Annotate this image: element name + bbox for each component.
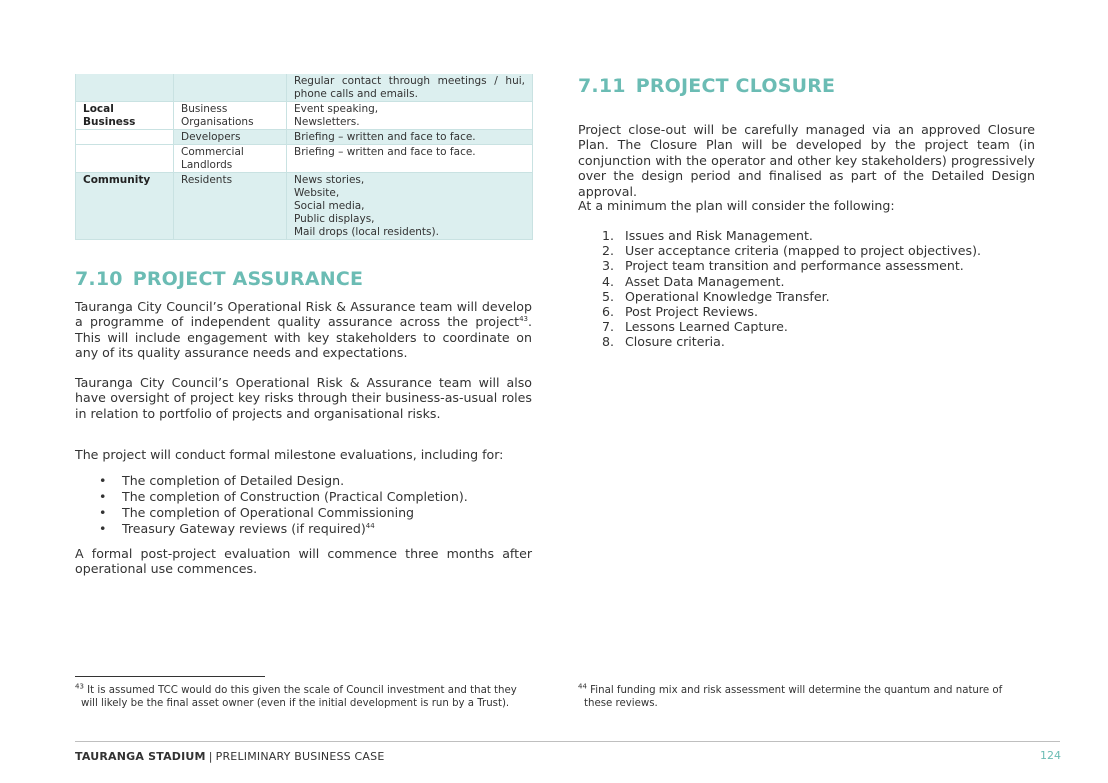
table-cell-group: [76, 130, 174, 145]
footnote-text: Final funding mix and risk assessment will determine the quantum and nature of: [590, 685, 1003, 696]
table-cell-method: News stories, Website, Social media, Public displays, Mail drops (local residents).: [287, 173, 533, 240]
list-item: • The completion of Construction (Practical Completion).: [75, 489, 532, 505]
list-item: [578, 304, 1035, 319]
footer-divider: [75, 741, 1060, 742]
list-item: [578, 228, 1035, 243]
list-item-text: Operational Knowledge Transfer.: [625, 288, 830, 304]
list-item: [578, 319, 1035, 334]
assurance-paragraph-1: [75, 299, 532, 361]
table-cell-type: Business Organisations: [174, 102, 287, 130]
table-row: [76, 173, 533, 240]
paragraph-text: . This will include engagement with key stakeholders to coordinate on any of its quality assurance needs and expectations.: [75, 314, 532, 361]
list-item: [578, 289, 1035, 304]
assurance-paragraph-4: A formal post-project evaluation will commence three months after operational use commences.: [75, 546, 532, 577]
footnote-44: [578, 684, 1048, 710]
section-title: PROJECT ASSURANCE: [132, 268, 364, 290]
footnote-line: [75, 684, 545, 697]
footnote-line: these reviews.: [584, 698, 658, 709]
footnote-line: [578, 684, 1048, 697]
footnote-text: It is assumed TCC would do this given the scale of Council investment and that they: [87, 685, 517, 696]
closure-paragraph-2: At a minimum the plan will consider the following:: [578, 198, 895, 213]
table-cell-group: [76, 145, 174, 173]
footnote-mark: 44: [578, 682, 587, 691]
section-heading-project-assurance: [75, 268, 532, 290]
list-item-text: Treasury Gateway reviews (if required): [122, 521, 366, 536]
milestone-list: [75, 473, 532, 537]
list-item: • The completion of Detailed Design.: [75, 473, 532, 489]
list-item: [75, 521, 532, 537]
list-item-number: 5.: [602, 288, 615, 304]
list-item-number: 3.: [602, 258, 615, 274]
document-subtitle: PRELIMINARY BUSINESS CASE: [215, 750, 385, 763]
list-item: [578, 274, 1035, 289]
footnote-43: [75, 684, 545, 710]
list-item-number: 4.: [602, 273, 615, 289]
table-row: [76, 74, 533, 102]
assurance-paragraph-3: The project will conduct formal milestone evaluations, including for:: [75, 447, 504, 462]
table-row: [76, 102, 533, 130]
footnote-ref-44[interactable]: 44: [365, 521, 375, 530]
list-item: [578, 243, 1035, 258]
list-item-text: Issues and Risk Management.: [625, 228, 813, 243]
table-cell-type: Residents: [174, 173, 287, 240]
list-item-text: Asset Data Management.: [625, 273, 785, 289]
list-item-text: Lessons Learned Capture.: [625, 319, 788, 335]
footnote-divider: [75, 676, 265, 677]
list-item: • The completion of Operational Commissioning: [75, 505, 532, 521]
stakeholder-table: [75, 74, 533, 240]
table-cell-method: Briefing – written and face to face.: [287, 130, 533, 145]
list-item: [578, 258, 1035, 273]
footnote-mark: 43: [75, 682, 84, 691]
table-cell-type: [174, 74, 287, 102]
list-item-number: 7.: [602, 319, 615, 335]
footnote-line: will likely be the final asset owner (even if the initial development is run by a Trust).: [81, 698, 510, 709]
list-item-text: User acceptance criteria (mapped to project objectives).: [625, 243, 981, 259]
table-cell-group: [76, 74, 174, 102]
section-number: 7.11: [578, 75, 626, 97]
list-item-text: Closure criteria.: [625, 334, 725, 350]
table-cell-group: Local Business: [76, 102, 174, 130]
footnote-ref-43[interactable]: 43: [519, 315, 528, 324]
table-cell-type: Commercial Landlords: [174, 145, 287, 173]
section-title: PROJECT CLOSURE: [635, 75, 836, 97]
list-item-number: 6.: [602, 304, 615, 320]
assurance-paragraph-2: Tauranga City Council’s Operational Risk & Assurance team will also have oversight of project key risks through their business-as-usual roles in relation to portfolio of projects and organisational risks.: [75, 375, 532, 421]
footer-separator: |: [208, 750, 213, 763]
document-title: TAURANGA STADIUM: [75, 750, 206, 763]
list-item-number: 2.: [602, 243, 615, 259]
closure-paragraph-1: Project close-out will be carefully managed via an approved Closure Plan. The Closure Plan will be developed by the project team (in conjunction with the operator and other key stakeholders) progressively over the design period and finalised as part of the Detailed Design approval.: [578, 122, 1035, 199]
paragraph-text: Tauranga City Council’s Operational Risk & Assurance team will develop a programme of independent quality assurance across the project: [75, 299, 532, 330]
table-cell-method: Regular contact through meetings / hui, phone calls and emails.: [287, 74, 533, 102]
section-heading-project-closure: [578, 75, 1035, 97]
list-item-number: 8.: [602, 334, 615, 350]
table-cell-type: Developers: [174, 130, 287, 145]
table-row: [76, 130, 533, 145]
table-cell-group: Community: [76, 173, 174, 240]
list-item-text: Post Project Reviews.: [625, 304, 758, 320]
list-item-number: 1.: [602, 228, 615, 243]
page-number: 124: [1040, 749, 1061, 762]
closure-criteria-list: [578, 228, 1035, 350]
page-footer: [75, 750, 384, 763]
table-row: [76, 145, 533, 173]
table-cell-method: Briefing – written and face to face.: [287, 145, 533, 173]
table-cell-method: Event speaking, Newsletters.: [287, 102, 533, 130]
list-item: [578, 334, 1035, 349]
list-item-text: Project team transition and performance assessment.: [625, 258, 964, 274]
section-number: 7.10: [75, 268, 123, 290]
